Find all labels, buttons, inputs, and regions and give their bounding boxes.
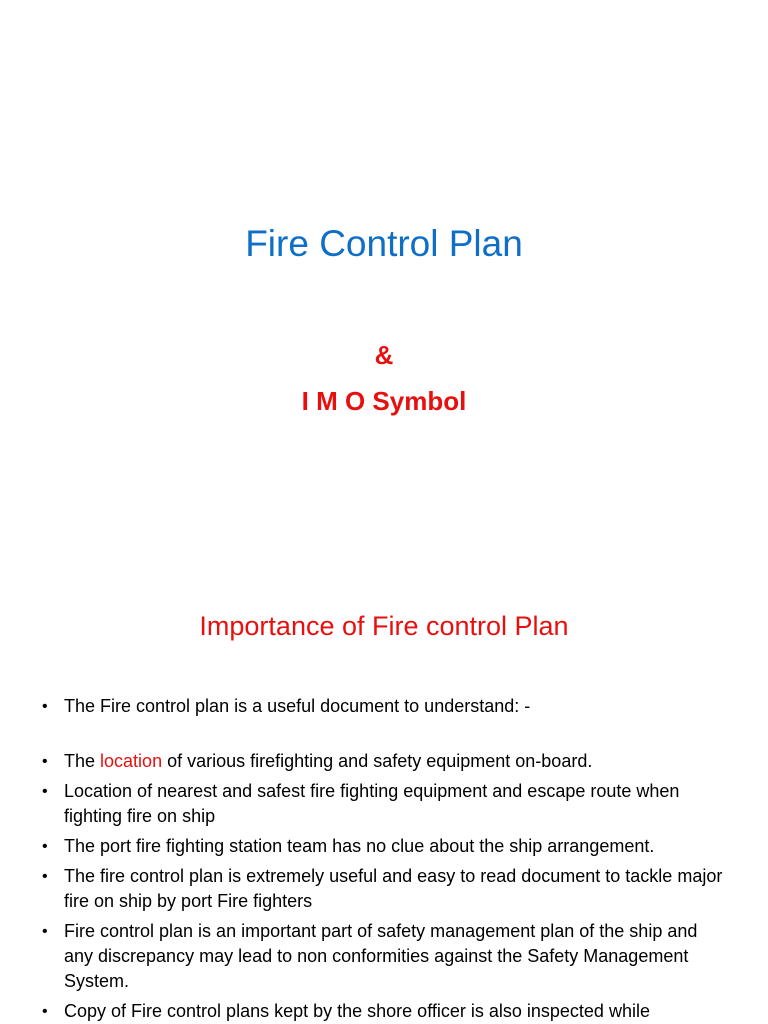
bullet-dot-icon: • bbox=[42, 783, 48, 800]
list-item bbox=[40, 864, 730, 914]
bullet-text: Copy of Fire control plans kept by the shore officer is also inspected while bbox=[64, 1001, 650, 1021]
bullet-text: The Fire control plan is a useful document to understand: - bbox=[64, 696, 531, 716]
bullet-dot-icon: • bbox=[42, 923, 48, 940]
bullet-dot-icon: • bbox=[42, 698, 48, 715]
bullet-text: The port fire fighting station team has no clue about the ship arrangement. bbox=[64, 836, 655, 856]
bullet-dot-icon: • bbox=[42, 868, 48, 885]
bullet-text: The fire control plan is extremely useful and easy to read document to tackle major fire on ship by port Fire fighters bbox=[64, 866, 723, 911]
bullet-list bbox=[40, 694, 730, 1024]
importance-slide bbox=[0, 576, 768, 1024]
list-item bbox=[40, 919, 730, 994]
bullet-text: Fire control plan is an important part of safety management plan of the ship and any discrepancy may lead to non conformities against the Safety Management System. bbox=[64, 921, 698, 991]
list-item bbox=[40, 779, 730, 829]
list-item bbox=[40, 694, 730, 719]
section-heading: Importance of Fire control Plan bbox=[199, 611, 569, 641]
bullet-dot-icon: • bbox=[42, 838, 48, 855]
list-item bbox=[40, 999, 730, 1024]
bullet-dot-icon: • bbox=[42, 753, 48, 770]
subtitle-ampersand: & bbox=[374, 340, 394, 370]
bullet-text-suffix: of various firefighting and safety equipment on-board. bbox=[162, 751, 593, 771]
location-highlight: location bbox=[100, 751, 163, 771]
subtitle-imo-symbol: I M O Symbol bbox=[301, 386, 467, 416]
bullet-text-prefix: The bbox=[64, 751, 101, 771]
bullet-text: Location of nearest and safest fire fighting equipment and escape route when fighting fire on ship bbox=[64, 781, 680, 826]
list-item bbox=[40, 749, 730, 774]
bullet-dot-icon: • bbox=[42, 1003, 48, 1020]
list-item bbox=[40, 834, 730, 859]
page-title: Fire Control Plan bbox=[245, 223, 523, 264]
